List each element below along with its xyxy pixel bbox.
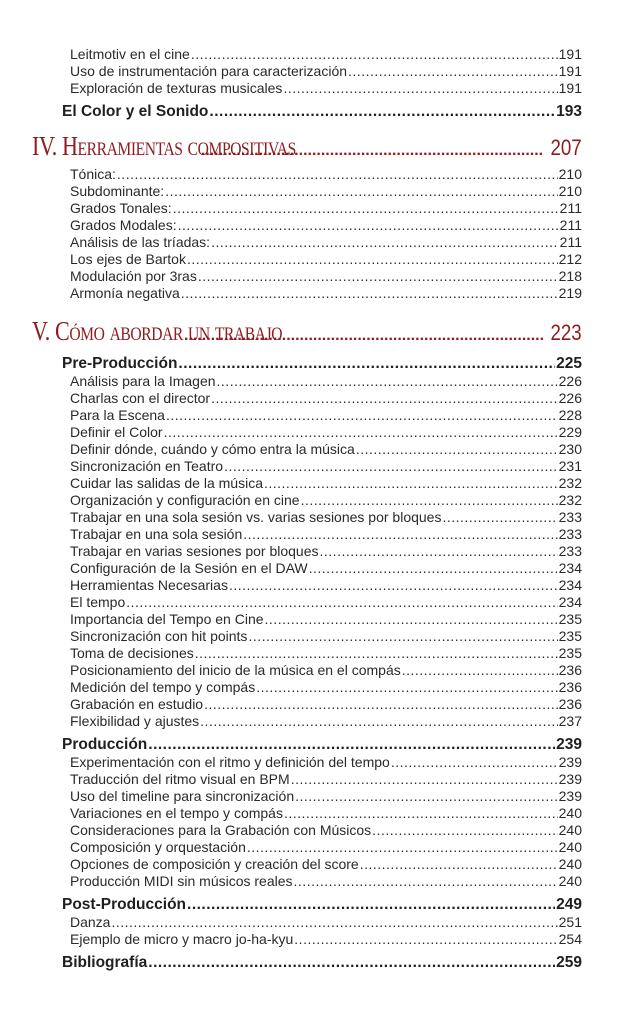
toc-entry[interactable] [62, 458, 582, 475]
toc-leader-dots [264, 475, 558, 492]
toc-entry-page: 219 [558, 285, 582, 301]
toc-entry-title: Variaciones en el tempo y compás [70, 805, 283, 821]
toc-entry-title: Experimentación con el ritmo y definición del tempo [70, 754, 390, 770]
toc-entry-title: Consideraciones para la Grabación con Músicos [70, 822, 372, 838]
toc-leader-dots [181, 285, 558, 302]
toc-entry-page: 232 [558, 475, 582, 491]
toc-entry-title: Grabación en estudio [70, 696, 204, 712]
toc-entry-title: Definir el Color [70, 424, 163, 440]
toc-entry-page: 191 [558, 80, 582, 96]
toc-entry-title: Modulación por 3ras [70, 268, 197, 284]
toc-chapter-title: IV. Herramientas compositivas [32, 131, 296, 161]
toc-entry-page: 235 [558, 645, 582, 661]
toc-entry-title: Toma de decisiones [70, 645, 194, 661]
toc-entry-page: 210 [558, 183, 582, 199]
toc-entry[interactable] [62, 46, 582, 63]
toc-entry[interactable] [62, 856, 582, 873]
toc-entry-title: Ejemplo de micro y macro jo-ha-kyu [70, 931, 294, 947]
toc-entry[interactable] [62, 543, 582, 560]
toc-entry[interactable] [62, 166, 582, 183]
toc-section-page: 239 [556, 736, 582, 753]
toc-section-title: El Color y el Sonido [62, 103, 209, 120]
toc-leader-dots [294, 931, 557, 948]
toc-entry-title: Leitmotiv en el cine [70, 46, 190, 62]
toc-leader-dots [187, 896, 555, 914]
toc-leader-dots [165, 183, 557, 200]
toc-entry[interactable] [62, 492, 582, 509]
toc-entry-page: 233 [558, 543, 582, 559]
toc-entry-title: Producción MIDI sin músicos reales [70, 873, 293, 889]
toc-entry[interactable] [62, 407, 582, 424]
toc-entry[interactable] [62, 822, 582, 839]
toc-leader-dots [402, 662, 558, 679]
toc-entry-page: 228 [558, 407, 582, 423]
toc-section-title: Pre-Producción [62, 355, 178, 372]
toc-entry[interactable] [62, 713, 582, 730]
toc-entry[interactable] [62, 645, 582, 662]
toc-leader-dots [148, 736, 555, 754]
toc-leader-dots [204, 696, 558, 713]
toc-leader-dots [117, 166, 558, 183]
toc-entry-title: Análisis para la Imagen [70, 373, 216, 389]
toc-entry[interactable] [62, 509, 582, 526]
toc-section-title: Post-Producción [62, 896, 187, 913]
toc-entry-title: Herramientas Necesarias [70, 577, 228, 593]
toc-entry-page: 210 [558, 166, 582, 182]
toc-entry-page: 235 [558, 628, 582, 644]
toc-entry[interactable] [62, 594, 582, 611]
toc-entry-page: 235 [558, 611, 582, 627]
toc-entry[interactable] [62, 268, 582, 285]
toc-entry-title: Definir dónde, cuándo y cómo entra la música [70, 441, 355, 457]
toc-entry[interactable] [62, 441, 582, 458]
toc-chapter-5[interactable] [32, 316, 582, 351]
toc-leader-dots [187, 251, 558, 268]
toc-entry-title: Sincronización con hit points [70, 628, 248, 644]
toc-entry-title: Uso del timeline para sincronización [70, 788, 295, 804]
toc-entry-page: 218 [558, 268, 582, 284]
toc-leader-dots [211, 390, 558, 407]
toc-leader-dots [391, 754, 558, 771]
toc-section-page: 225 [556, 355, 582, 372]
toc-entry-title: Exploración de texturas musicales [70, 80, 283, 96]
toc-entry-page: 236 [558, 662, 582, 678]
toc-entry-page: 240 [558, 805, 582, 821]
toc-leader-dots [178, 355, 555, 373]
toc-entry[interactable] [62, 200, 582, 217]
toc-leader-dots [243, 526, 557, 543]
toc-entry[interactable] [62, 526, 582, 543]
toc-entry[interactable] [62, 251, 582, 268]
toc-entry[interactable] [62, 611, 582, 628]
toc-entry-title: Traducción del ritmo visual en BPM [70, 771, 290, 787]
toc-entry-page: 234 [558, 594, 582, 610]
toc-entry-page: 236 [558, 696, 582, 712]
toc-section-title: Bibliografía [62, 954, 148, 971]
toc-entry[interactable] [62, 285, 582, 302]
toc-leader-dots [283, 80, 557, 97]
toc-entry-page: 240 [558, 839, 582, 855]
toc-entry-page: 234 [558, 560, 582, 576]
toc-entry-title: El tempo [70, 594, 126, 610]
toc-entry-page: 254 [558, 931, 582, 947]
toc-leader-dots [320, 543, 558, 560]
toc-entry[interactable] [62, 931, 582, 948]
toc-entry[interactable] [62, 805, 582, 822]
toc-chapter-4[interactable] [32, 131, 582, 166]
toc-entry[interactable] [62, 839, 582, 856]
toc-entry-page: 211 [559, 234, 582, 250]
toc-entry-page: 251 [558, 914, 582, 930]
toc-leader-dots [295, 788, 558, 805]
toc-leader-dots [166, 407, 558, 424]
toc-entry[interactable] [62, 560, 582, 577]
toc-entry[interactable] [62, 234, 582, 251]
toc-entry-page: 240 [558, 856, 582, 872]
toc-entry-title: Opciones de composición y creación del score [70, 856, 359, 872]
toc-entry-page: 233 [558, 509, 582, 525]
toc-leader-dots [442, 509, 557, 526]
toc-section-page: 193 [556, 103, 582, 120]
toc-leader-dots [211, 234, 559, 251]
toc-entry-title: Armonía negativa [70, 285, 180, 301]
toc-entry-page: 236 [558, 679, 582, 695]
toc-leader-dots [195, 645, 558, 662]
toc-leader-dots [284, 805, 558, 822]
toc-leader-dots [217, 373, 558, 390]
toc-entry-page: 211 [559, 217, 582, 233]
toc-entry-title: Sincronización en Teatro [70, 458, 224, 474]
toc-entry-title: Para la Escena [70, 407, 165, 423]
toc-entry-page: 232 [558, 492, 582, 508]
toc-entry-title: Subdominante: [70, 183, 165, 199]
toc-leader-dots [164, 424, 558, 441]
toc-section-color-sonido[interactable] [62, 103, 582, 121]
toc-entry-page: 239 [558, 771, 582, 787]
toc-leader-dots [224, 458, 558, 475]
toc-entry-page: 231 [558, 458, 582, 474]
toc-leader-dots [372, 822, 557, 839]
toc-entry[interactable] [62, 628, 582, 645]
toc-section-page: 259 [556, 954, 582, 971]
toc-entry[interactable] [62, 373, 582, 390]
toc-leader-dots [248, 628, 557, 645]
toc-leader-dots [229, 577, 558, 594]
toc-entry-title: Danza [70, 914, 111, 930]
toc-section-bibliografia[interactable] [62, 954, 582, 972]
toc-entry-page: 230 [558, 441, 582, 457]
toc-leader-dots [191, 46, 558, 63]
toc-entry-title: Trabajar en una sola sesión [70, 526, 243, 542]
toc-leader-dots [256, 679, 557, 696]
toc-entry-title: Posicionamiento del inicio de la música en el compás [70, 662, 401, 678]
toc-entry-title: Composición y orquestación [70, 839, 246, 855]
toc-leader-dots [265, 611, 558, 628]
toc-entry-page: 212 [558, 251, 582, 267]
toc-entry-page: 234 [558, 577, 582, 593]
toc-entry-page: 237 [558, 713, 582, 729]
toc-entry[interactable] [62, 475, 582, 492]
toc-leader-dots [291, 771, 558, 788]
toc-chapter-title: V. Cómo abordar un trabajo [32, 316, 283, 346]
toc-section-postproduccion[interactable] [62, 896, 582, 914]
toc-leader-dots [247, 839, 558, 856]
toc-entry-title: Configuración de la Sesión en el DAW [70, 560, 308, 576]
toc-leader-dots [209, 103, 555, 121]
toc-entry[interactable] [62, 577, 582, 594]
toc-entry[interactable] [62, 80, 582, 97]
toc-entry-page: 239 [558, 788, 582, 804]
toc-entry-title: Tónica: [70, 166, 116, 182]
toc-entry-page: 211 [559, 200, 582, 216]
toc-entry[interactable] [62, 217, 582, 234]
toc-leader-dots [294, 873, 558, 890]
toc-entry-title: Trabajar en una sola sesión vs. varias sesiones por bloques [70, 509, 442, 525]
toc-leader-dots [360, 856, 558, 873]
toc-entry-page: 226 [558, 390, 582, 406]
toc-entry-title: Los ejes de Bartok [70, 251, 186, 267]
toc-entry[interactable] [62, 424, 582, 441]
toc-leader-dots [301, 492, 558, 509]
toc-leader-dots [148, 954, 555, 972]
table-of-contents [32, 46, 582, 972]
toc-entry-title: Análisis de las tríadas: [70, 234, 211, 250]
toc-entry-title: Grados Tonales: [70, 200, 172, 216]
toc-entry-title: Uso de instrumentación para caracterización [70, 63, 348, 79]
toc-leader-dots [309, 560, 558, 577]
toc-section-preproduccion[interactable] [62, 355, 582, 373]
toc-entry-page: 240 [558, 822, 582, 838]
toc-entry[interactable] [62, 183, 582, 200]
toc-entry[interactable] [62, 873, 582, 890]
toc-chapter-page: 223 [550, 320, 582, 345]
toc-section-produccion[interactable] [62, 736, 582, 754]
toc-entry[interactable] [62, 679, 582, 696]
toc-entry-title: Trabajar en varias sesiones por bloques [70, 543, 319, 559]
toc-entry-title: Cuidar las salidas de la música [70, 475, 263, 491]
toc-entry-title: Flexibilidad y ajustes [70, 713, 200, 729]
toc-leader-dots [178, 217, 559, 234]
toc-entry-title: Importancia del Tempo en Cine [70, 611, 264, 627]
toc-entry[interactable] [62, 788, 582, 805]
toc-leader-dots [348, 63, 558, 80]
toc-entry-title: Organización y configuración en cine [70, 492, 300, 508]
toc-chapter-page: 207 [550, 135, 582, 160]
toc-entry-page: 240 [558, 873, 582, 889]
toc-entry[interactable] [62, 771, 582, 788]
toc-leader-dots [111, 914, 557, 931]
toc-entry-page: 191 [558, 63, 582, 79]
toc-entry[interactable] [62, 696, 582, 713]
toc-section-page: 249 [556, 896, 582, 913]
toc-leader-dots [126, 594, 557, 611]
toc-entry[interactable] [62, 914, 582, 931]
toc-entry-page: 229 [558, 424, 582, 440]
toc-entry[interactable] [62, 754, 582, 771]
toc-entry-page: 233 [558, 526, 582, 542]
toc-section-title: Producción [62, 736, 148, 753]
toc-entry-page: 239 [558, 754, 582, 770]
toc-leader-dots [198, 268, 558, 285]
toc-entry-title: Medición del tempo y compás [70, 679, 256, 695]
toc-leader-dots [173, 200, 559, 217]
toc-entry[interactable] [62, 390, 582, 407]
toc-leader-dots [356, 441, 558, 458]
toc-leader-dots [200, 713, 557, 730]
toc-entry[interactable] [62, 662, 582, 679]
toc-entry-page: 226 [558, 373, 582, 389]
toc-entry-title: Charlas con el director [70, 390, 211, 406]
toc-entry-title: Grados Modales: [70, 217, 177, 233]
toc-entry-page: 191 [558, 46, 582, 62]
toc-entry[interactable] [62, 63, 582, 80]
